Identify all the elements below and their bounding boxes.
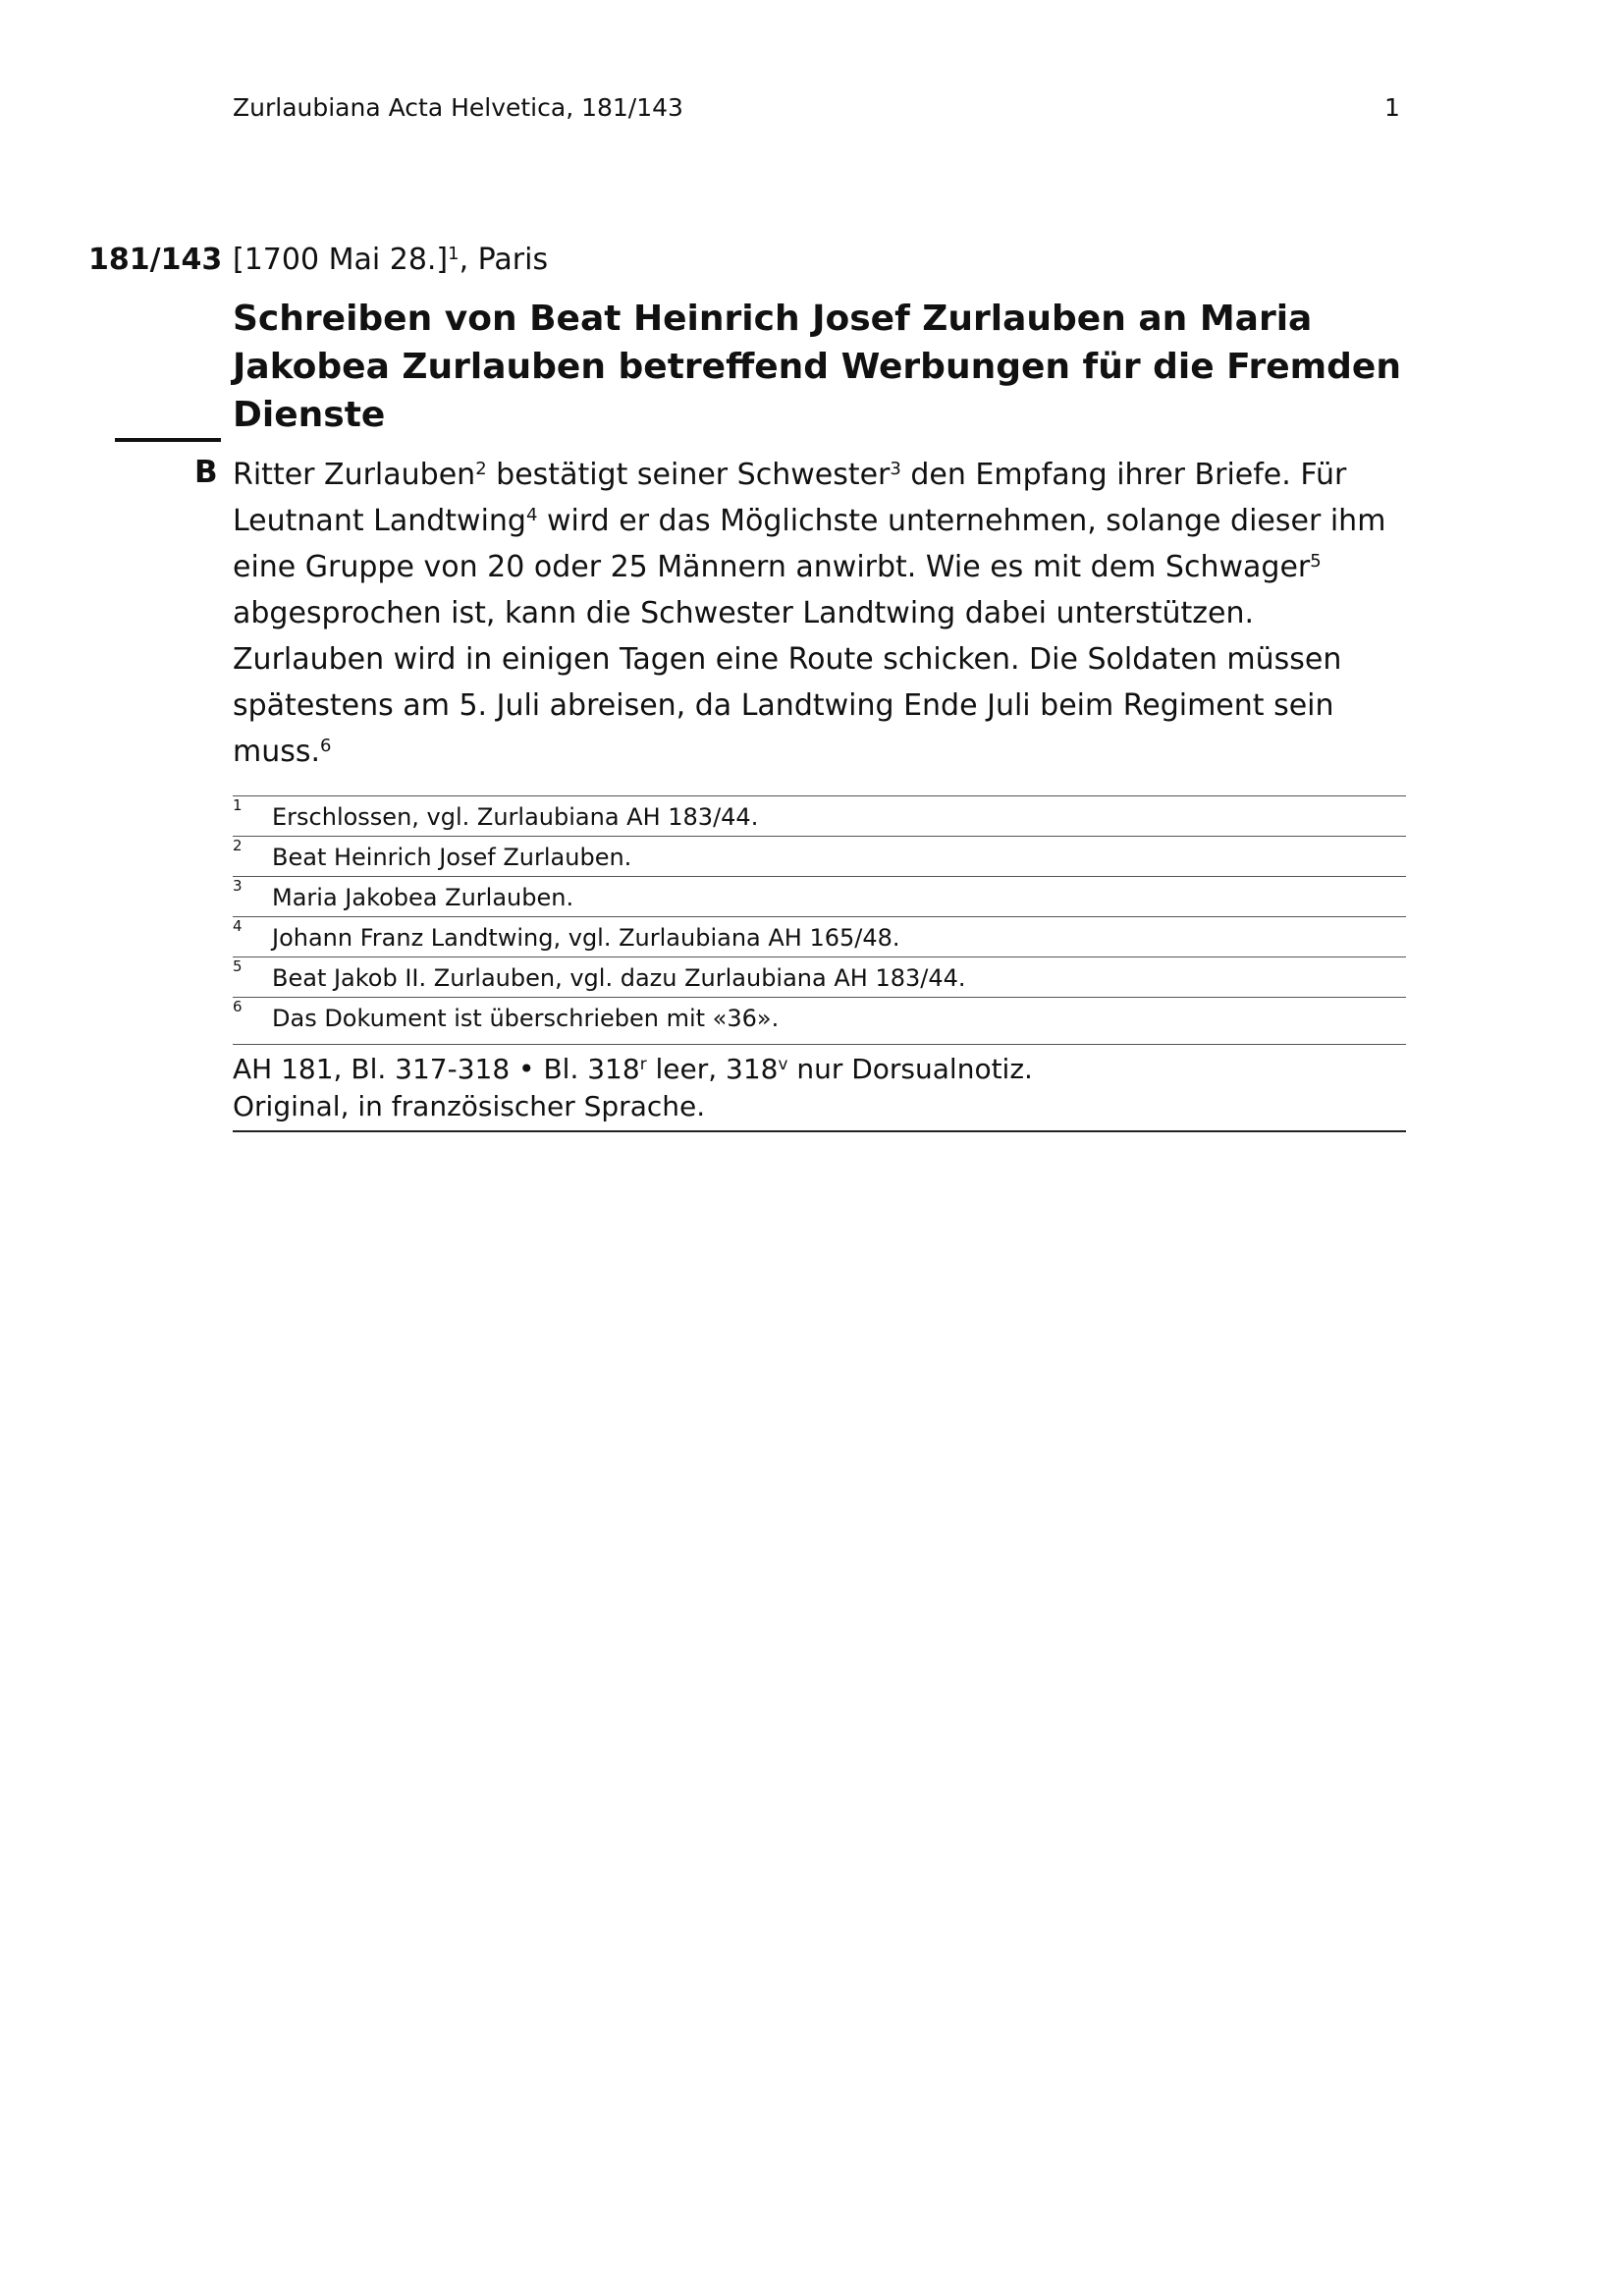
summary-marker: B: [194, 455, 218, 490]
source-text: leer, 318: [646, 1053, 779, 1085]
summary-text: den Empfang ihrer Briefe. Für Leutnant Landtwing: [233, 458, 1347, 538]
footnote-ref[interactable]: 4: [525, 505, 538, 526]
footnote-text: Beat Jakob II. Zurlauben, vgl. dazu Zurlaubiana AH 183/44.: [272, 964, 966, 992]
footnote-number: 3: [233, 877, 243, 895]
summary-text: bestätigt seiner Schwester: [486, 458, 891, 492]
footnote-item: [233, 997, 1406, 1037]
running-header: Zurlaubiana Acta Helvetica, 181/143: [233, 93, 683, 122]
folio-verso-mark: v: [778, 1053, 788, 1073]
margin-rule: [115, 438, 221, 442]
source-block: [233, 1044, 1406, 1132]
footnote-number: 4: [233, 917, 243, 935]
footnote-text: Maria Jakobea Zurlauben.: [272, 884, 574, 911]
summary-text: Ritter Zurlauben: [233, 458, 476, 492]
footnote-text: Das Dokument ist überschrieben mit «36».: [272, 1005, 780, 1032]
date-line: [233, 243, 548, 277]
source-text: AH 181, Bl. 317-318 • Bl. 318: [233, 1053, 640, 1085]
footnote-item: [233, 876, 1406, 916]
document-title: Schreiben von Beat Heinrich Josef Zurlauben an Maria Jakobea Zurlauben betreffend Werbungen für die Fremden Dienste: [233, 299, 1401, 435]
source-text: nur Dorsualnotiz.: [787, 1053, 1033, 1085]
footnote-text: Erschlossen, vgl. Zurlaubiana AH 183/44.: [272, 803, 759, 831]
footnote-ref[interactable]: 1: [448, 244, 460, 265]
page-number: 1: [1384, 93, 1400, 122]
summary-text: abgesprochen ist, kann die Schwester Landtwing dabei unterstützen. Zurlauben wird in einigen Tagen eine Route schicken. Die Soldaten müssen spätestens am 5. Juli abreisen, da Landtwing Ende Juli beim Regiment sein muss.: [233, 596, 1342, 769]
footnote-ref[interactable]: 5: [1310, 551, 1322, 573]
footnote-text: Beat Heinrich Josef Zurlauben.: [272, 844, 632, 871]
footnote-ref[interactable]: 6: [320, 736, 332, 757]
footnote-item: [233, 836, 1406, 876]
footnote-ref[interactable]: 3: [890, 459, 901, 480]
footnote-item: [233, 795, 1406, 836]
footnote-number: 1: [233, 796, 243, 814]
footnote-text: Johann Franz Landtwing, vgl. Zurlaubiana AH 165/48.: [272, 924, 900, 952]
footnote-number: 6: [233, 998, 243, 1015]
document-date: [1700 Mai 28.]: [233, 243, 449, 277]
source-language-line: Original, in französischer Sprache.: [233, 1090, 706, 1122]
footnote-item: [233, 916, 1406, 957]
footnote-list: [233, 795, 1406, 1037]
footnote-ref[interactable]: 2: [475, 459, 487, 480]
footnote-item: [233, 957, 1406, 997]
source-line: [233, 1051, 1406, 1088]
folio-recto-mark: r: [639, 1053, 647, 1073]
footnote-number: 2: [233, 837, 243, 854]
summary-paragraph: [233, 452, 1406, 775]
summary-text: wird er das Möglichste unternehmen, solange dieser ihm eine Gruppe von 20 oder 25 Männern anwirbt. Wie es mit dem Schwager: [233, 504, 1386, 584]
footnote-number: 5: [233, 957, 243, 975]
document-place: , Paris: [459, 243, 549, 277]
document-number: 181/143: [88, 243, 223, 277]
